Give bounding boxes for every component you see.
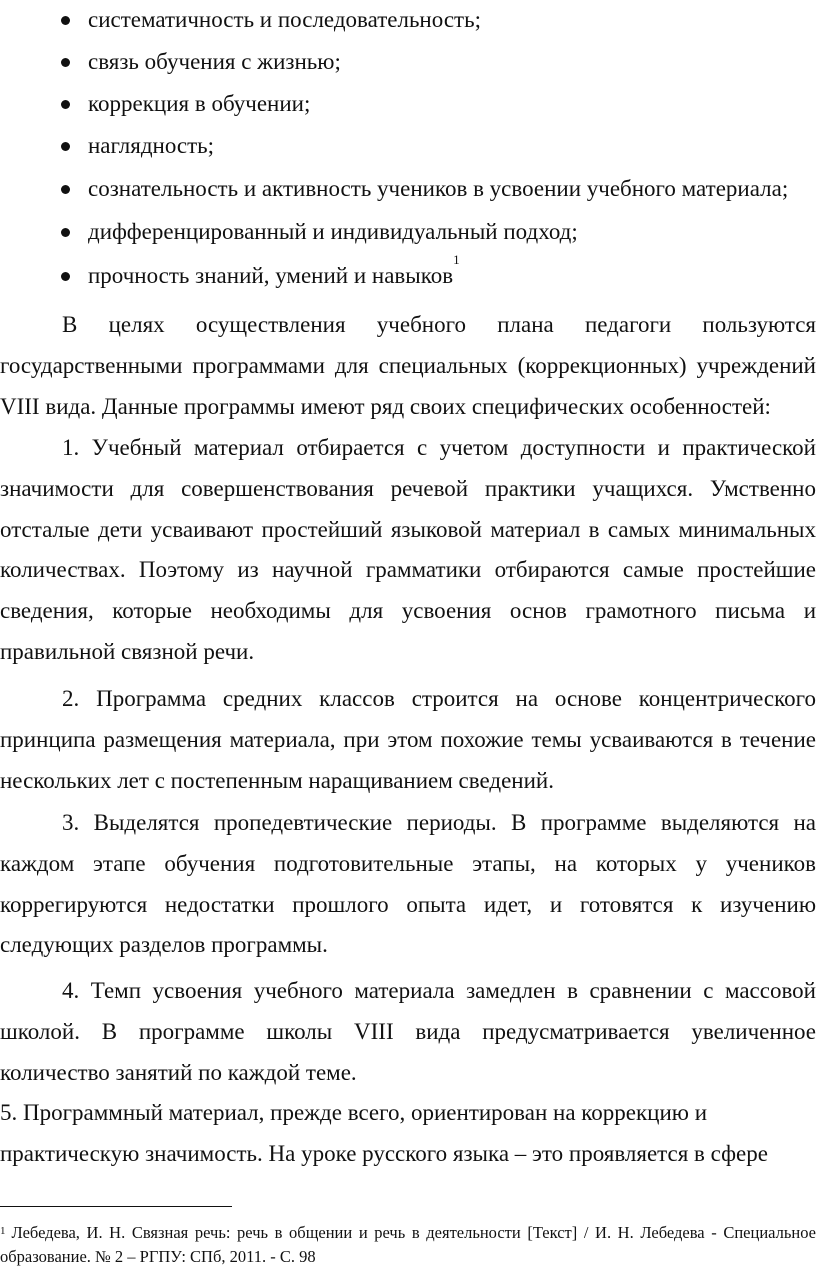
bullet-icon [61,142,70,151]
bullet-icon [61,58,70,67]
feature-paragraph-3: 3. Выделятся пропедевтические периоды. В программе выделяются на каждом этапе обучения подготовительные этапы, на которых у учеников коррегируются недостатки прошлого опыта идет, и готовятся к изучению следующих разделов программы. [0,810,816,958]
list-item-text: наглядность; [88,133,215,158]
footnote-mark: 1 [0,1225,6,1237]
bullet-icon [61,185,70,194]
footnote-divider [0,1206,232,1207]
list-item [88,252,460,296]
feature-paragraph-1: 1. Учебный материал отбирается с учетом доступности и практической значимости для совершенствования речевой практики учащихся. Умственно отсталые дети усваивают простейший языковой материал в самых минимальных количествах. Поэтому из научной грамматики отбираются самые простейшие сведения, которые необходимы для усвоения основ грамотного письма и правильной связной речи. [0,435,816,664]
list-item-text: сознательность и активность учеников в усвоении учебного материала; [88,176,789,201]
bullet-icon [61,228,70,237]
intro-paragraph: В целях осуществления учебного плана педагоги пользуются государственными программами для специальных (коррекционных) учреждений VIII вида. Данные программы имеют ряд своих специфических особенностей: [0,312,816,419]
list-item [88,0,481,40]
list-item-text: дифференцированный и индивидуальный подход; [88,219,578,244]
footnote [0,1221,816,1269]
bullet-icon [61,16,70,25]
bullet-icon [61,272,70,281]
bullet-icon [61,100,70,109]
feature-paragraph-4: 4. Темп усвоения учебного материала замедлен в сравнении с массовой школой. В программе школы VIII вида предусматривается увеличенное количество занятий по каждой теме. [0,978,816,1085]
feature-paragraph-2: 2. Программа средних классов строится на основе концентрического принципа размещения материала, при этом похожие темы усваиваются в течение нескольких лет с постепенным наращиванием сведений. [0,686,816,793]
list-item-text: систематичность и последовательность; [88,7,481,32]
list-item [88,84,310,124]
list-item-text: связь обучения с жизнью; [88,49,341,74]
list-item [88,126,214,166]
list-item [88,42,341,82]
list-item-text: коррекция в обучении; [88,91,311,116]
feature-paragraph-5: 5. Программный материал, прежде всего, ориентирован на коррекцию и практическую значимость. На уроке русского языка – это проявляется в сфере [0,1100,768,1166]
list-item-text: прочность знаний, умений и навыков [88,263,454,288]
list-item [88,212,578,252]
list-item [88,169,788,209]
footnote-text: Лебедева, И. Н. Связная речь: речь в общении и речь в деятельности [Текст] / И. Н. Лебедева - Специальное образование. № 2 – РГПУ: СПб, 2011. - С. 98 [0,1223,816,1266]
footnote-reference: 1 [453,252,460,267]
